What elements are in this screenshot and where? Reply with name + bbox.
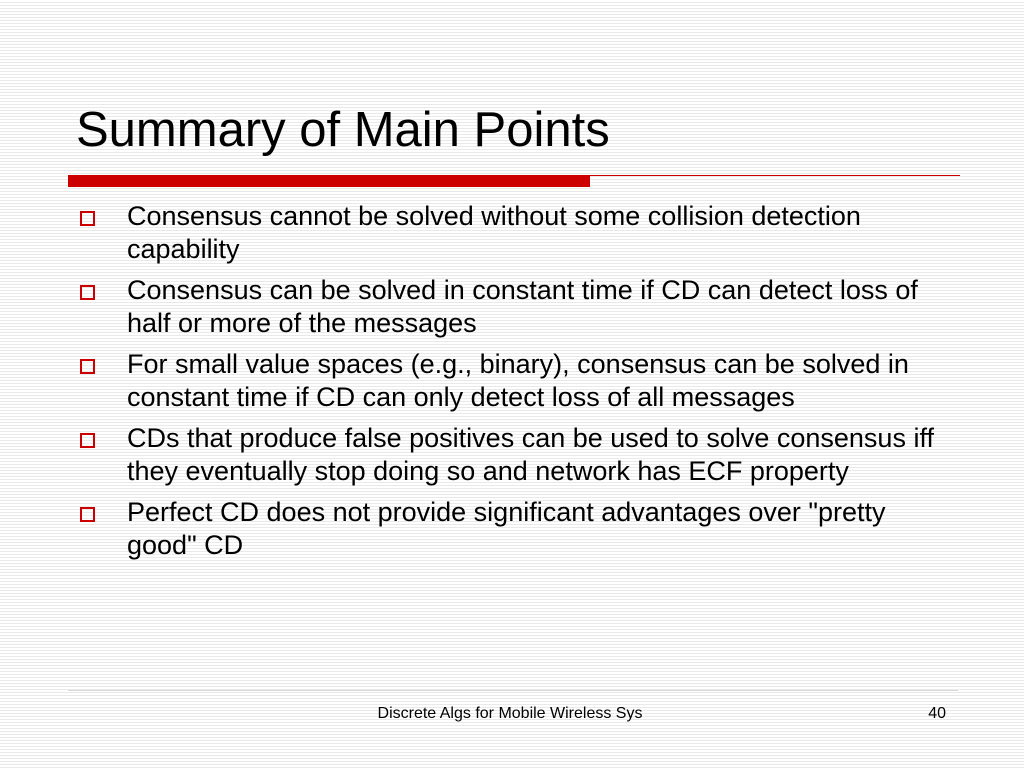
page-number: 40 — [928, 705, 946, 722]
footer-text: Discrete Algs for Mobile Wireless Sys — [377, 705, 643, 722]
bullet-item — [74, 200, 954, 266]
bullet-text: CDs that produce false positives can be used to solve consensus iff they eventually stop doing so and network has ECF property — [127, 423, 934, 486]
title-underline-thin — [590, 175, 960, 176]
square-bullet-icon — [80, 433, 95, 448]
bullet-item — [74, 422, 954, 488]
square-bullet-icon — [80, 211, 95, 226]
bullet-text: Perfect CD does not provide significant advantages over "pretty good" CD — [127, 497, 886, 560]
bullet-text: For small value spaces (e.g., binary), consensus can be solved in constant time if CD can only detect loss of all messages — [127, 349, 909, 412]
square-bullet-icon — [80, 359, 95, 374]
square-bullet-icon — [80, 507, 95, 522]
bullet-item — [74, 274, 954, 340]
title-underline-thick — [68, 175, 590, 187]
bullet-text: Consensus cannot be solved without some collision detection capability — [127, 201, 861, 264]
bullet-item — [74, 348, 954, 414]
bullet-list — [74, 200, 954, 570]
bullet-item — [74, 496, 954, 562]
slide-title: Summary of Main Points — [76, 103, 610, 157]
square-bullet-icon — [80, 285, 95, 300]
bullet-text: Consensus can be solved in constant time if CD can detect loss of half or more of the messages — [127, 275, 918, 338]
footer-divider — [68, 690, 958, 691]
